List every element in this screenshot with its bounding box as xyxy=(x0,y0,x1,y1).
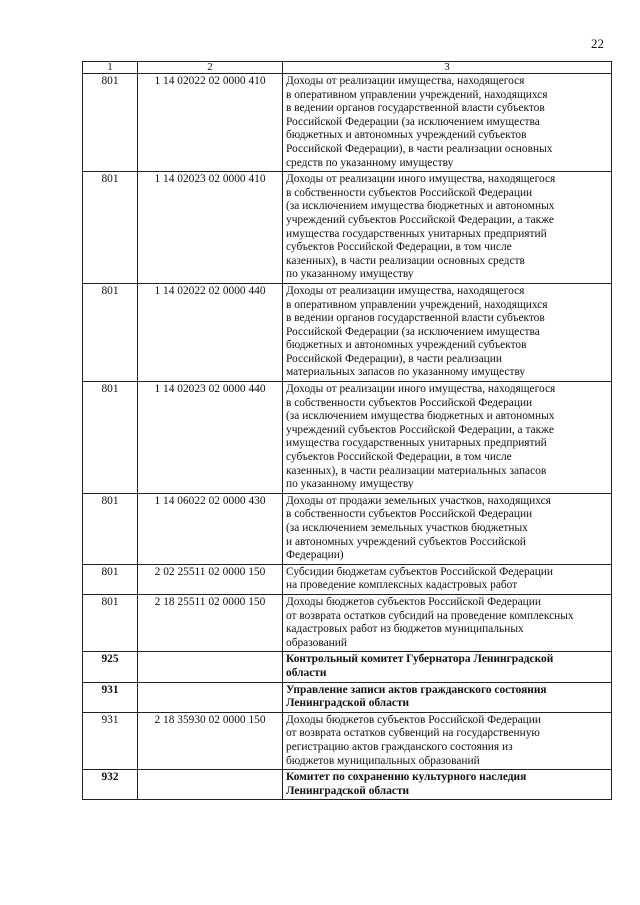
admin-code-cell: 932 xyxy=(83,770,138,800)
header-col-1: 1 xyxy=(83,62,138,74)
table-row xyxy=(83,652,612,682)
description-cell: Доходы бюджетов субъектов Российской Федерации от возврата остатков субсидий на проведение комплексных кадастровых работ из бюджетов муниципальных образований xyxy=(283,594,612,651)
admin-code-cell: 801 xyxy=(83,564,138,594)
revenue-code-cell: 1 14 02023 02 0000 410 xyxy=(138,172,283,284)
table-row xyxy=(83,74,612,172)
page-number: 22 xyxy=(591,36,604,51)
admin-code-cell: 801 xyxy=(83,594,138,651)
table-row xyxy=(83,770,612,800)
revenue-code-cell: 1 14 02022 02 0000 440 xyxy=(138,283,283,381)
table-row xyxy=(83,283,612,381)
admin-code-cell: 801 xyxy=(83,382,138,494)
revenue-code-cell: 2 18 35930 02 0000 150 xyxy=(138,712,283,769)
table-row xyxy=(83,712,612,769)
admin-code-cell: 801 xyxy=(83,172,138,284)
revenue-code-cell xyxy=(138,652,283,682)
revenue-code-cell xyxy=(138,682,283,712)
revenue-code-cell xyxy=(138,770,283,800)
admin-code-cell: 931 xyxy=(83,682,138,712)
description-cell: Доходы бюджетов субъектов Российской Федерации от возврата остатков субвенций на государственную регистрацию актов гражданского состояния из бюджетов муниципальных образований xyxy=(283,712,612,769)
revenue-code-cell: 2 02 25511 02 0000 150 xyxy=(138,564,283,594)
description-cell: Доходы от продажи земельных участков, находящихся в собственности субъектов Российской Федерации (за исключением земельных участков бюджетных и автономных учреждений субъектов Российской Федерации) xyxy=(283,493,612,564)
admin-code-cell: 801 xyxy=(83,493,138,564)
description-cell: Доходы от реализации имущества, находящегося в оперативном управлении учреждений, находящихся в ведении органов государственной власти субъектов Российской Федерации (за исключением имущества бюджетных и автономных учреждений субъектов Российской Федерации), в части реализации материальных запасов по указанному имуществу xyxy=(283,283,612,381)
table-row xyxy=(83,172,612,284)
description-cell: Управление записи актов гражданского состояния Ленинградской области xyxy=(283,682,612,712)
table-row xyxy=(83,493,612,564)
description-cell: Доходы от реализации иного имущества, находящегося в собственности субъектов Российской Федерации (за исключением имущества бюджетных и автономных учреждений субъектов Российской Федерации, а также имущества государственных унитарных предприятий субъектов Российской Федерации, в том числе казенных), в части реализации материальных запасов по указанному имуществу xyxy=(283,382,612,494)
admin-code-cell: 801 xyxy=(83,283,138,381)
description-cell: Субсидии бюджетам субъектов Российской Федерации на проведение комплексных кадастровых работ xyxy=(283,564,612,594)
table-row xyxy=(83,682,612,712)
header-col-2: 2 xyxy=(138,62,283,74)
table-header-row xyxy=(83,62,612,74)
revenue-code-cell: 1 14 02022 02 0000 410 xyxy=(138,74,283,172)
description-cell: Комитет по сохранению культурного наследия Ленинградской области xyxy=(283,770,612,800)
description-cell: Доходы от реализации имущества, находящегося в оперативном управлении учреждений, находящихся в ведении органов государственной власти субъектов Российской Федерации (за исключением имущества бюджетных и автономных учреждений субъектов Российской Федерации), в части реализации основных средств по указанному имуществу xyxy=(283,74,612,172)
admin-code-cell: 801 xyxy=(83,74,138,172)
description-cell: Доходы от реализации иного имущества, находящегося в собственности субъектов Российской Федерации (за исключением имущества бюджетных и автономных учреждений субъектов Российской Федерации, а также имущества государственных унитарных предприятий субъектов Российской Федерации, в том числе казенных), в части реализации основных средств по указанному имуществу xyxy=(283,172,612,284)
table-row xyxy=(83,564,612,594)
header-col-3: 3 xyxy=(283,62,612,74)
revenue-codes-table xyxy=(82,61,612,800)
table-row xyxy=(83,382,612,494)
revenue-code-cell: 1 14 06022 02 0000 430 xyxy=(138,493,283,564)
revenue-code-cell: 1 14 02023 02 0000 440 xyxy=(138,382,283,494)
admin-code-cell: 925 xyxy=(83,652,138,682)
admin-code-cell: 931 xyxy=(83,712,138,769)
table-row xyxy=(83,594,612,651)
revenue-code-cell: 2 18 25511 02 0000 150 xyxy=(138,594,283,651)
table-body xyxy=(83,62,612,800)
description-cell: Контрольный комитет Губернатора Ленинградской области xyxy=(283,652,612,682)
